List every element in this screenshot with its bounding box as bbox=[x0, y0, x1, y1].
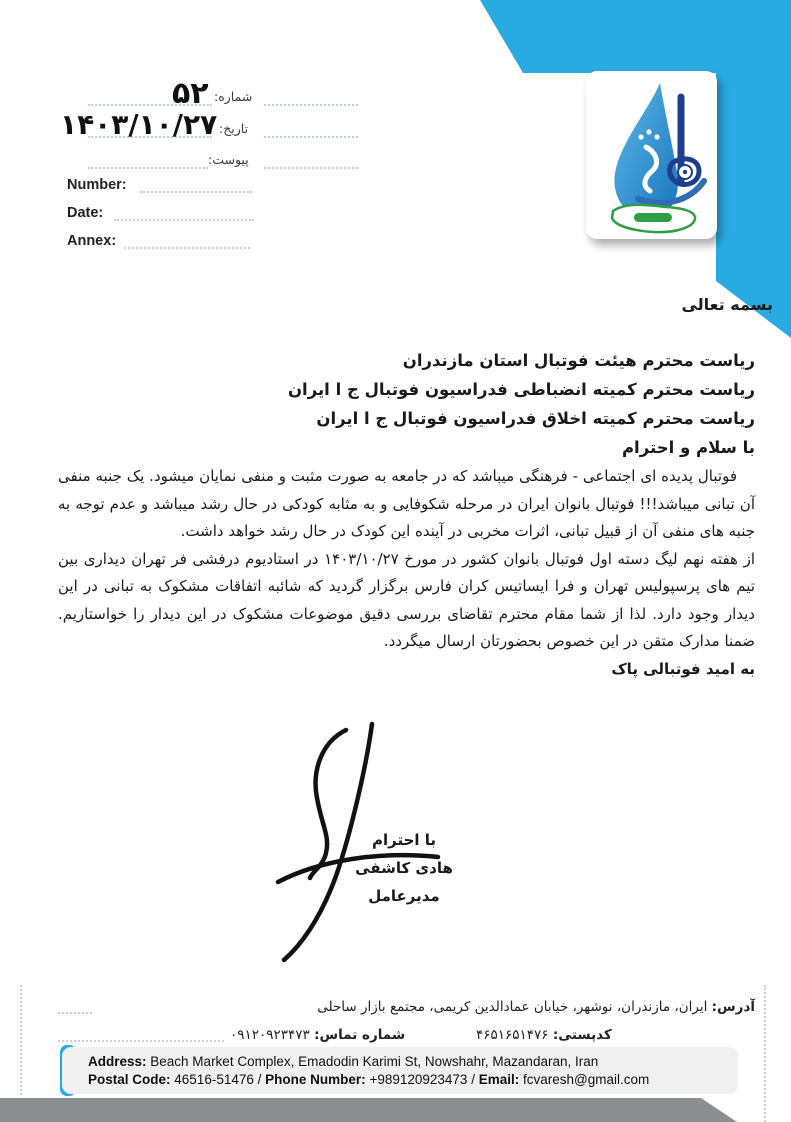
footer-postal-value-fa: ۴۶۵۱۶۵۱۴۷۶ bbox=[476, 1027, 549, 1043]
signature-respect: با احترام bbox=[371, 831, 437, 849]
dotted-line bbox=[114, 219, 254, 221]
footer-contact-en bbox=[88, 1071, 726, 1089]
paragraph: از هفته نهم لیگ دسته اول فوتبال بانوان کشور در مورخ ۱۴۰۳/۱۰/۲۷ در استادیوم درفشی فر تهران دیداری بین تیم های پرسپولیس تهران و فرا ایساتیس کران فارس برگزار گردید که شائبه اتفاقات مشکوک به تبانی در این دیدار وجود دارد. لذا از شما مقام محترم تقاضای بررسی دقیق موضوعات مشکوک در این دیدار را خواستاریم. ضمنا مدارک متقن در این خصوص بحضورتان ارسال میگردد. bbox=[58, 549, 755, 650]
footer-address-fa bbox=[317, 999, 755, 1015]
logo-card bbox=[586, 71, 717, 239]
recipient-line: ریاست محترم کمیته اخلاق فدراسیون فوتبال ج ا ایران bbox=[316, 409, 755, 428]
field-label-annex: Annex: bbox=[67, 233, 117, 249]
fc-varesh-logo-icon bbox=[586, 71, 717, 239]
dotted-line bbox=[264, 136, 358, 138]
footer-right-dotted-rule bbox=[764, 985, 766, 1122]
signatory-name: هادی کاشفی bbox=[355, 859, 453, 877]
dotted-line bbox=[88, 167, 208, 169]
paragraph: فوتبال پدیده ای اجتماعی - فرهنگی میباشد که در جامعه به صورت مثبت و منفی نمایان میشود. یک جنبه منفی آن تبانی میباشد!!! فوتبال بانوان ایران در مرحله شکوفایی و به مثابه کودکی در حال رشد میباشد و عدم توجه به جنبه های منفی آن از قبیل تبانی، اثرات مخربی در آینده این کودک در حال رشد خواهد داشت. bbox=[58, 467, 755, 540]
footer-postal-label-fa: کدپستی: bbox=[552, 1027, 612, 1043]
signatory-title: مدیرعامل bbox=[368, 887, 440, 905]
field-label-shomareh: شماره: bbox=[214, 89, 253, 104]
separator: / bbox=[257, 1072, 262, 1087]
footer-email-value-en: fcvaresh@gmail.com bbox=[523, 1072, 650, 1087]
dotted-line bbox=[124, 247, 250, 249]
footer-address-text-fa: ایران، مازندران، نوشهر، خیابان عمادالدین کریمی، مجتمع بازار ساحلی bbox=[317, 999, 708, 1015]
dotted-line bbox=[264, 104, 358, 106]
footer-email-label-en: Email: bbox=[478, 1072, 520, 1087]
footer-address-label-en: Address: bbox=[88, 1054, 147, 1069]
recipient-line: ریاست محترم هیئت فوتبال استان مازندران bbox=[402, 351, 755, 370]
closing-line: به امید فوتبالی پاک bbox=[611, 659, 755, 678]
footer-address-en bbox=[88, 1053, 726, 1071]
field-label-number: Number: bbox=[67, 177, 127, 193]
footer-postal-value-en: 46516-51476 bbox=[174, 1072, 254, 1087]
field-label-date: Date: bbox=[67, 205, 104, 221]
signature-icon bbox=[255, 713, 455, 973]
letter-body bbox=[58, 463, 755, 683]
footer-phone-value-en: +989120923473 bbox=[369, 1072, 468, 1087]
dotted-line bbox=[58, 1040, 224, 1042]
recipients-block bbox=[55, 346, 755, 462]
footer-phone-label-en: Phone Number: bbox=[265, 1072, 366, 1087]
letter-date-value: ۱۴۰۳/۱۰/۲۷ bbox=[60, 108, 218, 141]
footer-address-label-fa: آدرس: bbox=[711, 999, 755, 1015]
footer-phone-value-fa: ۰۹۱۲۰۹۲۳۴۷۳ bbox=[230, 1027, 310, 1043]
footer-postal-label-en: Postal Code: bbox=[88, 1072, 171, 1087]
recipient-line: ریاست محترم کمیته انضباطی فدراسیون فوتبال ج ا ایران bbox=[287, 380, 755, 399]
letter-number-value: ۵۲ bbox=[172, 76, 209, 111]
dotted-line bbox=[140, 191, 252, 193]
footer-postal-fa bbox=[476, 1027, 612, 1043]
water-drop-icon bbox=[614, 83, 677, 218]
field-label-tarikh: تاریخ: bbox=[219, 121, 249, 136]
bottom-gray-bar bbox=[0, 1098, 737, 1122]
footer-phone-fa bbox=[230, 1027, 405, 1043]
logo-green-banner bbox=[634, 213, 672, 222]
dotted-line bbox=[58, 1012, 92, 1014]
dotted-line bbox=[264, 167, 358, 169]
footer-phone-label-fa: شماره تماس: bbox=[314, 1027, 406, 1043]
salutation: با سلام و احترام bbox=[621, 438, 755, 457]
footer-en-card bbox=[62, 1047, 738, 1094]
separator: / bbox=[471, 1072, 475, 1087]
field-label-peyvast: پیوست: bbox=[208, 152, 249, 167]
footer-address-text-en: Beach Market Complex, Emadodin Karimi St, Nowshahr, Mazandaran, Iran bbox=[150, 1054, 599, 1069]
bismillah: بسمه تعالی bbox=[681, 295, 773, 314]
footer-left-dotted-rule bbox=[20, 985, 22, 1095]
